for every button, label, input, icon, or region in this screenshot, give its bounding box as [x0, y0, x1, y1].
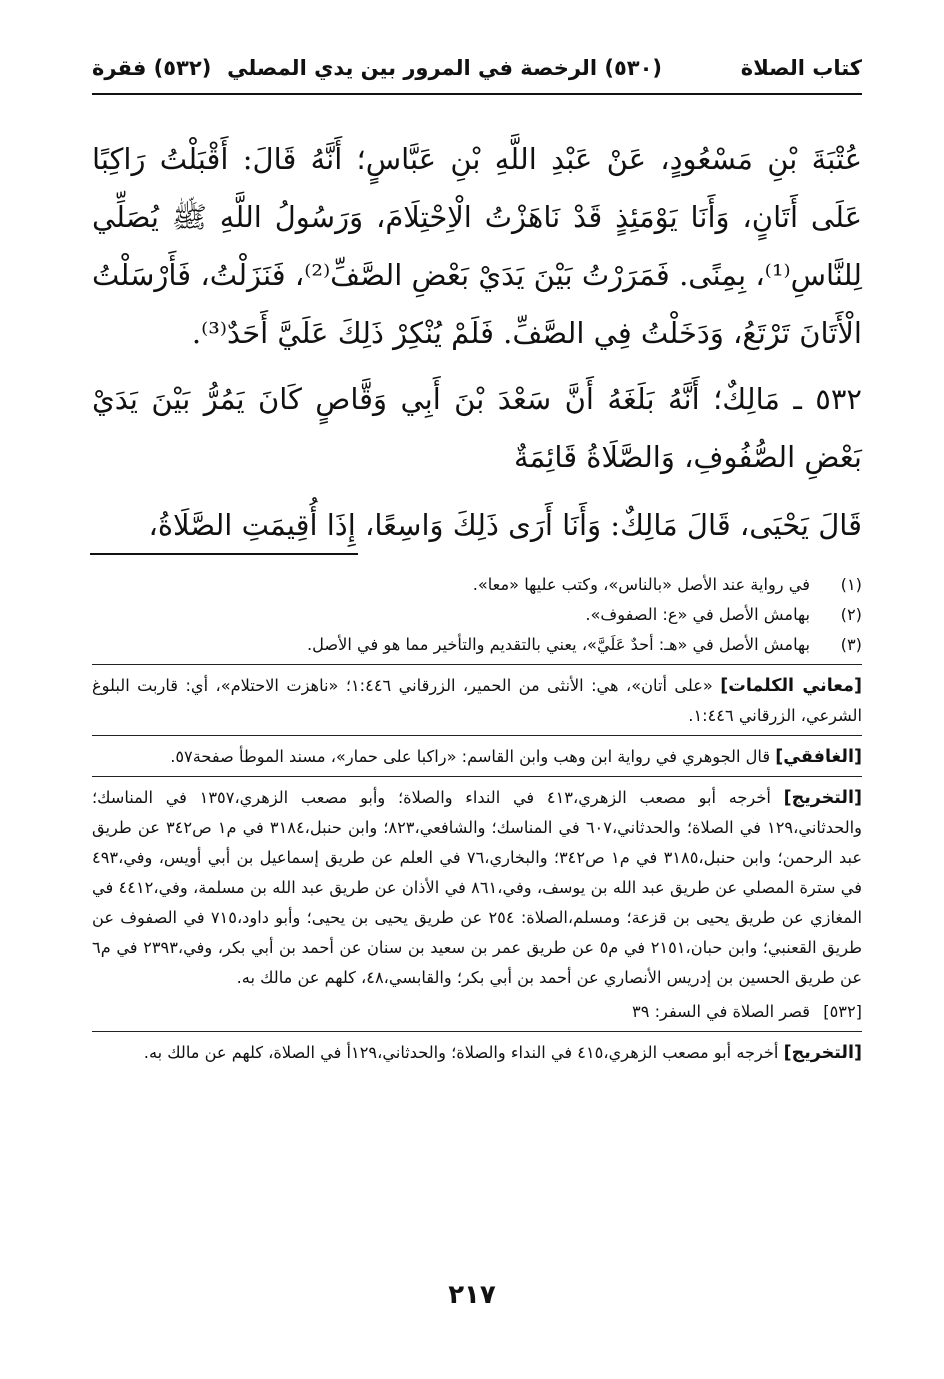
hadith-paragraph-532: ٥٣٢ ـ مَالِكٌ؛ أَنَّهُ بَلَغَهُ أَنَّ سَعْدَ بْنَ أَبِي وَقَّاصٍ كَانَ يَمُرُّ بَيْنَ يَدَيْ بَعْضِ الصُّفُوفِ، وَالصَّلَاةُ قَائِمَةٌ [92, 382, 862, 474]
note-divider [92, 735, 862, 736]
section-title: (٥٣٠) الرخصة في المرور بين يدي المصلي [227, 56, 662, 80]
paragraph-reference: (٥٣٢) فقرة [92, 56, 212, 80]
takhrij-note-532 [92, 1038, 862, 1068]
header-rule [92, 93, 862, 95]
note-divider [92, 1031, 862, 1032]
hadith-paragraph-531: عُتْبَةَ بْنِ مَسْعُودٍ، عَنْ عَبْدِ اللَّهِ بْنِ عَبَّاسٍ؛ أَنَّهُ قَالَ: أَقْبَلْتُ رَاكِبًا عَلَى أَتَانٍ، وَأَنَا يَوْمَئِذٍ قَدْ نَاهَزْتُ الْاِحْتِلَامَ، وَرَسُولُ اللَّهِ ﷺ يُصَلِّي لِلنَّاسِ⁽¹⁾، بِمِنًى. فَمَرَرْتُ بَيْنَ يَدَيْ بَعْضِ الصَّفِّ⁽²⁾، فَنَزَلْتُ، فَأَرْسَلْتُ الْأَتَانَ تَرْتَعُ، وَدَخَلْتُ فِي الصَّفِّ. فَلَمْ يُنْكِرْ ذَلِكَ عَلَيَّ أَحَدٌ⁽³⁾. [92, 142, 862, 350]
footnote-1 [92, 570, 862, 600]
ghafiqi-tag: [الغافقي] [775, 747, 862, 767]
ghafiqi-text: قال الجوهري في رواية ابن وهب وابن القاسم: «راكبا على حمار»، مسند الموطأ صفحة٥٧. [170, 747, 771, 766]
note-divider [92, 664, 862, 665]
footnote-separator [90, 553, 358, 555]
malik-statement: قَالَ يَحْيَى، قَالَ مَالِكٌ: وَأَنَا أَرَى ذَلِكَ وَاسِعًا، إِذَا أُقِيمَتِ الصَّلَاةُ، [148, 508, 862, 542]
footnote-number: (٣) [840, 635, 862, 654]
footnote-text: بهامش الأصل في «ع: الصفوف». [585, 605, 810, 624]
footnote-text: في رواية عند الأصل «بالناس»، وكتب عليها «معا». [472, 575, 810, 594]
takhrij-note-531 [92, 783, 862, 993]
cross-reference-number: [٥٣٢] [823, 1002, 862, 1021]
footnote-number: (٢) [840, 605, 862, 624]
footnotes-area [92, 570, 862, 1068]
cross-reference-532 [92, 997, 862, 1027]
book-title: كتاب الصلاة [740, 56, 862, 80]
takhrij-text: أخرجه أبو مصعب الزهري،٤١٣ في النداء والصلاة؛ وأبو مصعب الزهري،١٣٥٧ في المناسك؛ والحدثاني،١٢٩ في الصلاة؛ والحدثاني،٦٠٧ في المناسك؛ والشافعي،٨٢٣؛ وابن حنبل،٣١٨٤ في م١ ص٣٤٢ عن طريق عبد الرحمن؛ وابن حنبل،٣١٨٥ في م١ ص٣٤٢؛ والبخاري،٧٦ في العلم عن طريق إسماعيل بن أبي أويس، وفي،٤٩٣ في سترة المصلي عن طريق عبد الله بن يوسف، وفي،٨٦١ في الأذان عن طريق عبد الله بن مسلمة، وفي،٤٤١٢ في المغازي عن طريق يحيى بن قزعة؛ ومسلم،الصلاة: ٢٥٤ عن طريق يحيى بن يحيى؛ وأبو داود،٧١٥ في الصفوف عن طريق القعنبي؛ وابن حبان،٢١٥١ في م٥ عن طريق عمر بن سعيد بن سنان عن أحمد بن أبي بكر، وفي،٢٣٩٣ في م٦ عن طريق الحسين بن إدريس الأنصاري عن أحمد بن أبي بكر؛ والقابسي،٤٨، كلهم عن مالك به. [92, 788, 863, 987]
cross-reference-text: قصر الصلاة في السفر: ٣٩ [632, 1002, 810, 1021]
footnote-2 [92, 600, 862, 630]
running-header [92, 48, 862, 88]
page-number: ٢١٧ [448, 1280, 496, 1310]
takhrij-tag: [التخريج] [783, 1043, 862, 1063]
main-text [92, 130, 862, 554]
word-meanings-text: «على أتان»، هي: الأنثى من الحمير، الزرقاني ١:٤٤٦؛ «ناهزت الاحتلام»، أي: قاربت البلوغ الشرعي، الزرقاني ١:٤٤٦. [92, 676, 862, 725]
takhrij-tag: [التخريج] [783, 788, 863, 808]
takhrij-text: أخرجه أبو مصعب الزهري،٤١٥ في النداء والصلاة؛ والحدثاني،١٢٩أ في الصلاة، كلهم عن مالك به. [143, 1043, 779, 1062]
word-meanings-tag: [معاني الكلمات] [720, 676, 862, 696]
footnote-number: (١) [840, 575, 862, 594]
word-meanings-note [92, 671, 862, 731]
note-divider [92, 776, 862, 777]
ghafiqi-note [92, 742, 862, 772]
footnote-3 [92, 630, 862, 660]
footnote-text: بهامش الأصل في «هـ: أحدٌ عَلَيَّ»، يعني بالتقديم والتأخير مما هو في الأصل. [307, 635, 810, 654]
